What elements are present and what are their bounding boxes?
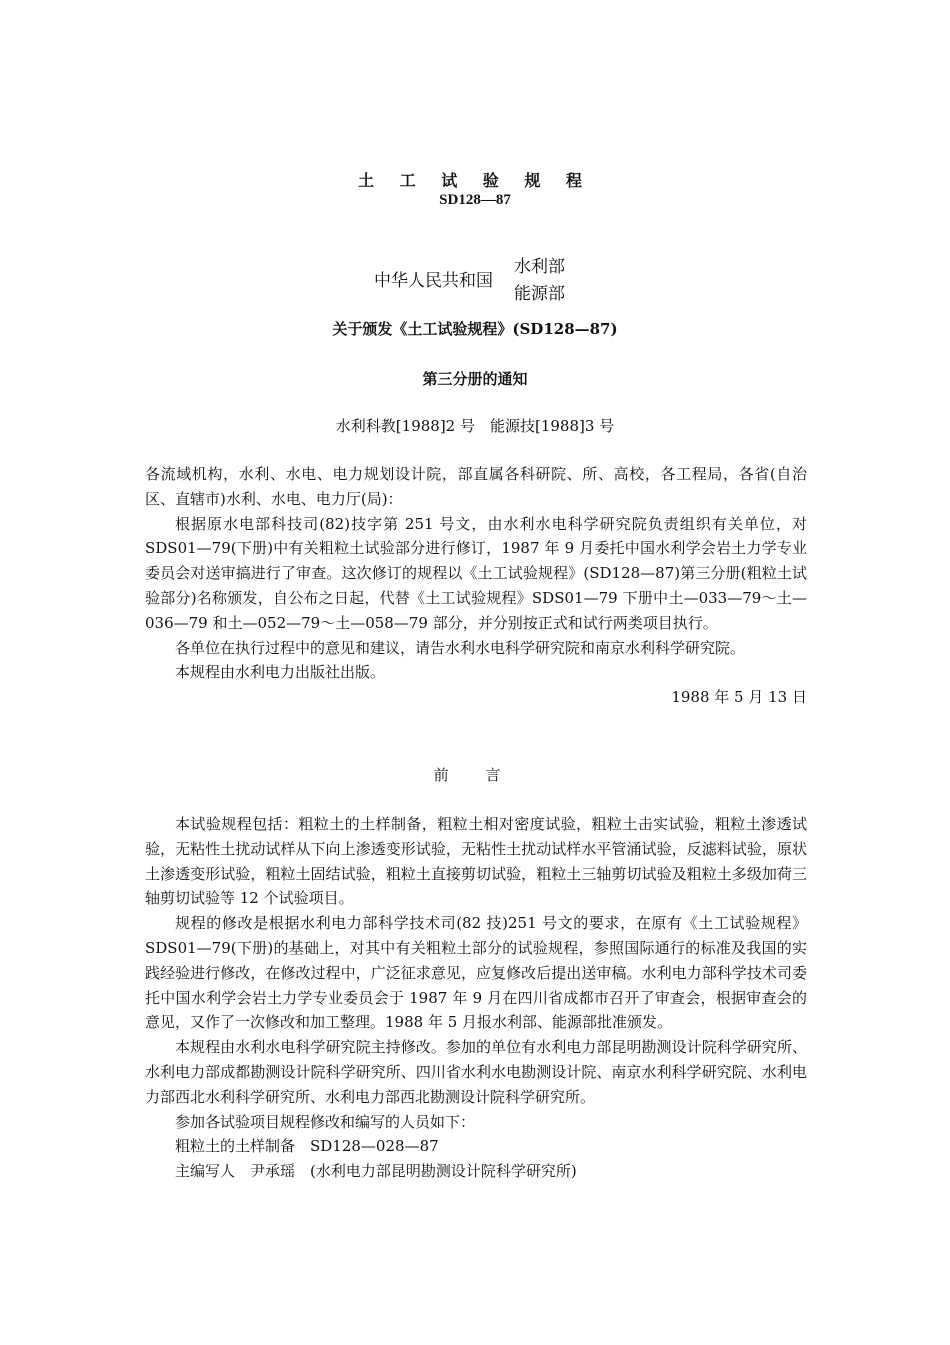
preface-body bbox=[145, 812, 807, 1184]
notice-paragraph: 根据原水电部科技司(82)技字第 251 号文，由水利水电科学研究院负责组织有关单位，对 SDS01—79(下册)中有关粗粒土试验部分进行修订，1987 年 9 月委托中国水利学会岩土力学专业委员会对送审搞进行了审查。这次修订的规程以《土工试验规程》(SD128—87)第三分册(粗粒土试验部分)名称颁发，自公布之日起，代替《土工试验规程》SDS01—79 下册中土—033—79～土—036—79 和土—052—79～土—058—79 部分，并分别按正式和试行两类项目执行。 bbox=[145, 514, 807, 632]
preface-paragraph: 规程的修改是根据水利电力部科学技术司(82 技)251 号文的要求，在原有《土工试验规程》SDS01—79(下册)的基础上，对其中有关粗粒土部分的试验规程，参照国际通行的标准及我国的实践经验进行修改，在修改过程中，广泛征求意见，应复修改后提出送审稿。水利电力部科学技术司委托中国水利学会岩土力学专业委员会于 1987 年 9 月在四川省成都市召开了审查会，根据审查会的意见，又作了一次修改和加工整理。1988 年 5 月报水利部、能源部批准颁发。 bbox=[145, 914, 807, 1032]
preface-title: 前 言 bbox=[433, 766, 517, 784]
preface-editor-line: 主编写人 尹承瑶 (水利电力部昆明勘测设计院科学研究所) bbox=[175, 1162, 577, 1181]
preface-item-line: 粗粒土的土样制备 SD128—028—87 bbox=[175, 1137, 439, 1156]
preface-paragraph: 参加各试验项目规程修改和编写的人员如下： bbox=[175, 1112, 476, 1131]
notice-paragraph: 本规程由水利电力出版社出版。 bbox=[175, 663, 386, 682]
document-code: SD128—87 bbox=[439, 192, 511, 208]
notice-title: 关于颁发《土工试验规程》(SD128—87) bbox=[332, 320, 618, 338]
notice-body bbox=[145, 462, 807, 710]
notice-addressees: 各流域机构，水利、水电、电力规划设计院，部直属各科研院、所、高校，各工程局，各省(自治区、直辖市)水利、水电、电力厅(局)： bbox=[145, 465, 807, 508]
preface-paragraph: 本规程由水利水电科学研究院主持修改。参加的单位有水利电力部昆明勘测设计院科学研究所、水利电力部成都勘测设计院科学研究所、四川省水利水电勘测设计院、南京水利科学研究院、水利电力部西北水利科学研究所、水利电力部西北勘测设计院科学研究所。 bbox=[145, 1038, 807, 1106]
preface-paragraph: 本试验规程包括：粗粒土的土样制备，粗粒土相对密度试验，粗粒土击实试验，粗粒土渗透试验，无粘性土扰动试样从下向上渗透变形试验，无粘性土扰动试样水平管涌试验，反滤料试验，原状土渗透变形试验，粗粒土固结试验，粗粒土直接剪切试验，粗粒土三轴剪切试验及粗粒土多级加荷三轴剪切试验等 12 个试验项目。 bbox=[145, 815, 807, 908]
issuer-ministries bbox=[514, 254, 565, 308]
notice-paragraph: 各单位在执行过程中的意见和建议，请告水利水电科学研究院和南京水利科学研究院。 bbox=[175, 638, 746, 657]
document-title: 土 工 试 验 规 程 bbox=[358, 171, 592, 190]
issuer-country: 中华人民共和国 bbox=[374, 271, 493, 291]
notice-subtitle: 第三分册的通知 bbox=[422, 370, 528, 388]
notice-date: 1988 年 5 月 13 日 bbox=[671, 688, 807, 707]
issuer-ministry-energy: 能源部 bbox=[514, 284, 565, 304]
document-numbers: 水利科教[1988]2 号 能源技[1988]3 号 bbox=[335, 417, 615, 435]
issuer-ministry-water: 水利部 bbox=[514, 257, 565, 277]
